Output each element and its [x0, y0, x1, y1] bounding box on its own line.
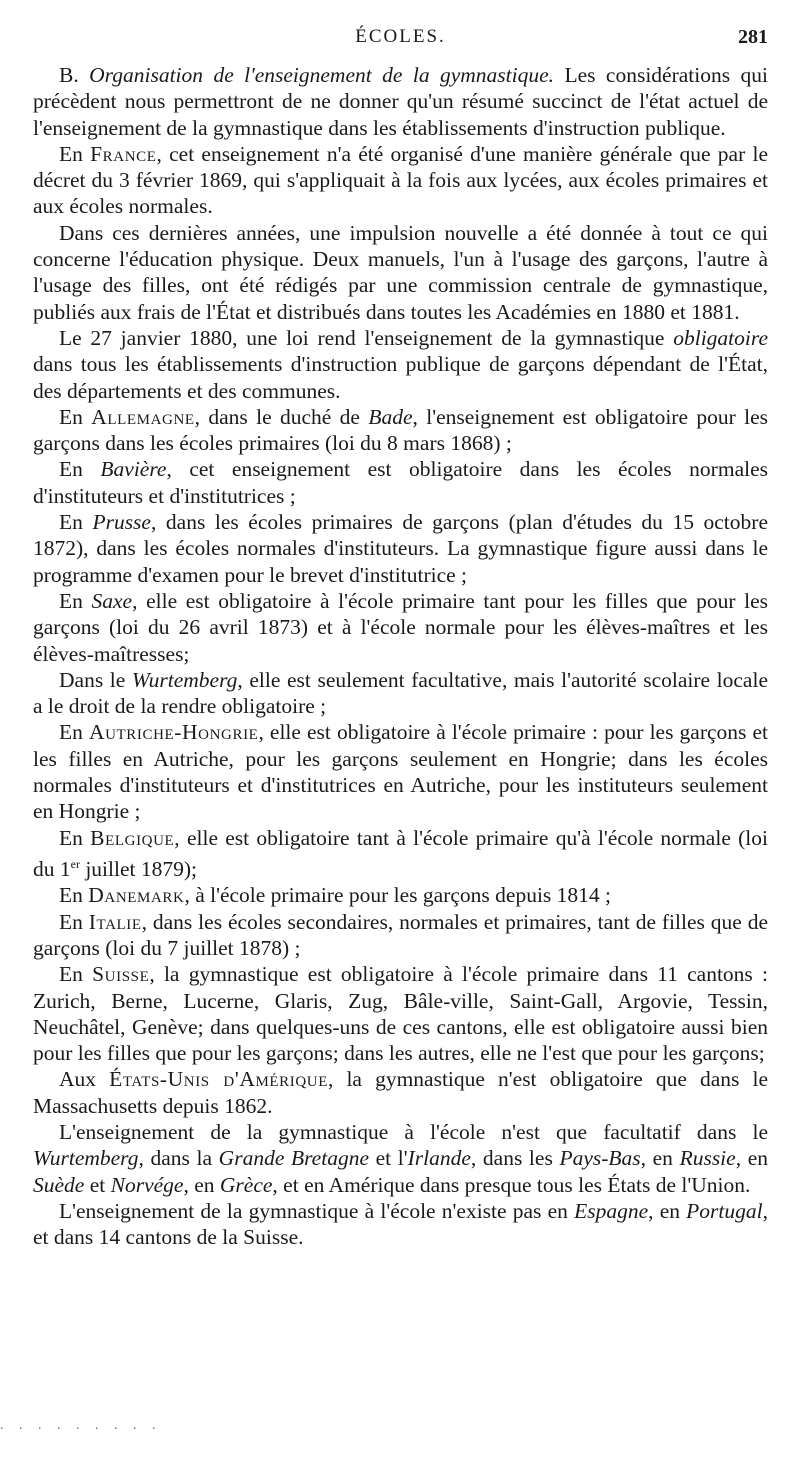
text-run: En [59, 883, 89, 908]
text-run: , dans le duché de [194, 404, 369, 429]
paragraph [33, 456, 768, 509]
text-run: En [59, 909, 89, 934]
superscript-text: er [70, 856, 80, 871]
small-caps-text: États-Unis d'Amérique [109, 1067, 328, 1092]
paragraph [33, 667, 768, 720]
italic-text: Russie [679, 1146, 736, 1171]
text-run: , à l'école primaire pour les garçons depuis 1814 ; [184, 883, 612, 908]
text-run: , cet enseignement n'a été organisé d'une manière générale que par le décret du 3 février 1869, qui s'appliquait à la fois aux lycées, aux écoles primaires et aux écoles normales. [33, 141, 768, 219]
paragraph [33, 825, 768, 883]
text-run: En [59, 825, 91, 850]
paragraph [33, 588, 768, 667]
text-run: , en [648, 1198, 687, 1223]
paragraph [33, 62, 768, 141]
paragraph [33, 404, 768, 457]
text-run: En [59, 588, 92, 613]
text-run: , elle est obligatoire à l'école primaire tant pour les filles que pour les garçons (loi du 26 avril 1873) et à l'école normale pour les élèves-maîtres et les élèves-maîtresses; [33, 588, 768, 666]
text-run: En [59, 720, 89, 745]
text-run: En [59, 962, 93, 987]
small-caps-text: Italie [88, 909, 142, 934]
text-run: En [59, 510, 93, 535]
text-run: Dans ces dernières années, une impulsion nouvelle a été donnée à tout ce qui concerne l'éducation physique. Deux manuels, l'un à l'usage des garçons, l'autre à l'usage des filles, ont été rédigés par une commission centrale de gymnastique, publiés aux frais de l'État et distribués dans toutes les Académies en 1880 et 1881. [33, 220, 768, 324]
text-run: , en [640, 1146, 680, 1171]
document-page [33, 18, 768, 1251]
text-run: dans tous les établissements d'instruction publique de garçons dépendant de l'État, des départements et des communes. [33, 352, 768, 403]
small-caps-text: Autriche-Hongrie [88, 720, 259, 745]
italic-text: Saxe [91, 588, 133, 613]
text-run: En [59, 141, 91, 166]
italic-text: Wurtemberg [33, 1146, 139, 1171]
italic-text: Irlande [407, 1146, 471, 1171]
paragraph [33, 961, 768, 1066]
text-run: , en [183, 1172, 220, 1197]
paragraph [33, 220, 768, 325]
paragraph [33, 325, 768, 404]
text-run: L'enseignement de la gymnastique à l'école n'existe pas en [59, 1198, 575, 1223]
text-run: et [84, 1172, 111, 1197]
text-run: En [59, 457, 101, 482]
body-text [33, 62, 768, 1251]
text-run: Dans le [59, 667, 132, 692]
text-run: B. [59, 63, 90, 87]
text-run: , elle est seulement facultative, mais l'autorité scolaire locale a le droit de la rendre obligatoire ; [33, 667, 768, 719]
italic-text: Organisation de l'enseignement de la gymnastique. [89, 63, 555, 87]
small-caps-text: France [90, 141, 157, 166]
italic-text: Bade [368, 404, 413, 429]
italic-text: Prusse [92, 510, 151, 535]
running-title: ÉCOLES. [355, 26, 446, 47]
text-run: L'enseignement de la gymnastique à l'école n'est que facultatif dans le [59, 1120, 768, 1145]
text-run: et l' [369, 1146, 408, 1171]
italic-text: Grande Bretagne [218, 1146, 369, 1171]
small-caps-text: Suisse [92, 962, 150, 987]
text-run: , et dans 14 cantons de la Suisse. [33, 1198, 768, 1250]
running-header [33, 18, 768, 62]
text-run: , et en Amérique dans presque tous les États de l'Union. [272, 1172, 751, 1197]
text-run: Aux [59, 1067, 110, 1092]
page-number: 281 [738, 26, 768, 48]
paragraph [33, 509, 768, 588]
text-run: , cet enseignement est obligatoire dans les écoles normales d'instituteurs et d'institutrices ; [33, 457, 768, 508]
paragraph [33, 1119, 768, 1198]
text-run: , dans les écoles primaires de garçons (plan d'études du 15 octobre 1872), dans les écoles normales d'instituteurs. La gymnastique figure aussi dans le programme d'examen pour le brevet d'institutrice ; [33, 510, 768, 587]
small-caps-text: Belgique [90, 825, 175, 850]
italic-text: Wurtemberg [131, 667, 238, 692]
text-run: Le 27 janvier 1880, une loi rend l'enseignement de la gymnastique [59, 325, 674, 350]
paragraph [33, 719, 768, 824]
text-run: , elle est obligatoire tant à l'école primaire qu'à l'école normale (loi du 1 [33, 825, 768, 882]
italic-text: Portugal [686, 1198, 763, 1223]
text-run: , elle est obligatoire à l'école primaire : pour les garçons et les filles en Autriche, pour les garçons seulement en Hongrie; dans les écoles normales d'instituteurs et d'institutrices en Autriche, pour les instituteurs seulement en Hongrie ; [33, 720, 768, 824]
footer-marks: . . . . . . . . . [0, 1418, 162, 1433]
italic-text: Espagne [574, 1198, 649, 1223]
paragraph [33, 882, 768, 908]
text-run: , dans les écoles secondaires, normales et primaires, tant de filles que de garçons (loi du 7 juillet 1878) ; [33, 909, 768, 960]
text-run: , dans les [470, 1146, 560, 1171]
italic-text: Suède [33, 1172, 85, 1197]
text-run: Les considérations qui précèdent nous permettront de ne donner qu'un résumé succinct de l'état actuel de l'enseignement de la gymnastique dans les établissements d'instruction publique. [33, 63, 768, 140]
italic-text: Pays-Bas [559, 1146, 641, 1171]
small-caps-text: Allemagne [91, 404, 195, 429]
text-run: , la gymnastique est obligatoire à l'école primaire dans 11 cantons : Zurich, Berne, Lucerne, Glaris, Zug, Bâle-ville, Saint-Gall, Argovie, Tessin, Neuchâtel, Genève; dans quelques-uns de ces cantons, elle est obligatoire aussi bien pour les filles que pour les garçons; dans les autres, elle ne l'est que pour les garçons; [33, 962, 768, 1066]
text-run: En [59, 404, 92, 429]
small-caps-text: Danemark [88, 883, 185, 908]
text-run: , dans la [138, 1146, 219, 1171]
italic-text: Bavière [100, 457, 167, 482]
italic-text: obligatoire [673, 325, 768, 350]
italic-text: Norvége [110, 1172, 184, 1197]
paragraph [33, 141, 768, 220]
italic-text: Grèce [219, 1172, 273, 1197]
text-run: , la gymnastique n'est obligatoire que dans le Massachusetts depuis 1862. [33, 1067, 768, 1118]
text-run: juillet 1879); [79, 857, 197, 882]
paragraph [33, 1066, 768, 1119]
text-run: , l'enseignement est obligatoire pour les garçons dans les écoles primaires (loi du 8 mars 1868) ; [33, 404, 768, 456]
paragraph [33, 1198, 768, 1251]
text-run: , en [735, 1146, 768, 1171]
paragraph [33, 909, 768, 962]
